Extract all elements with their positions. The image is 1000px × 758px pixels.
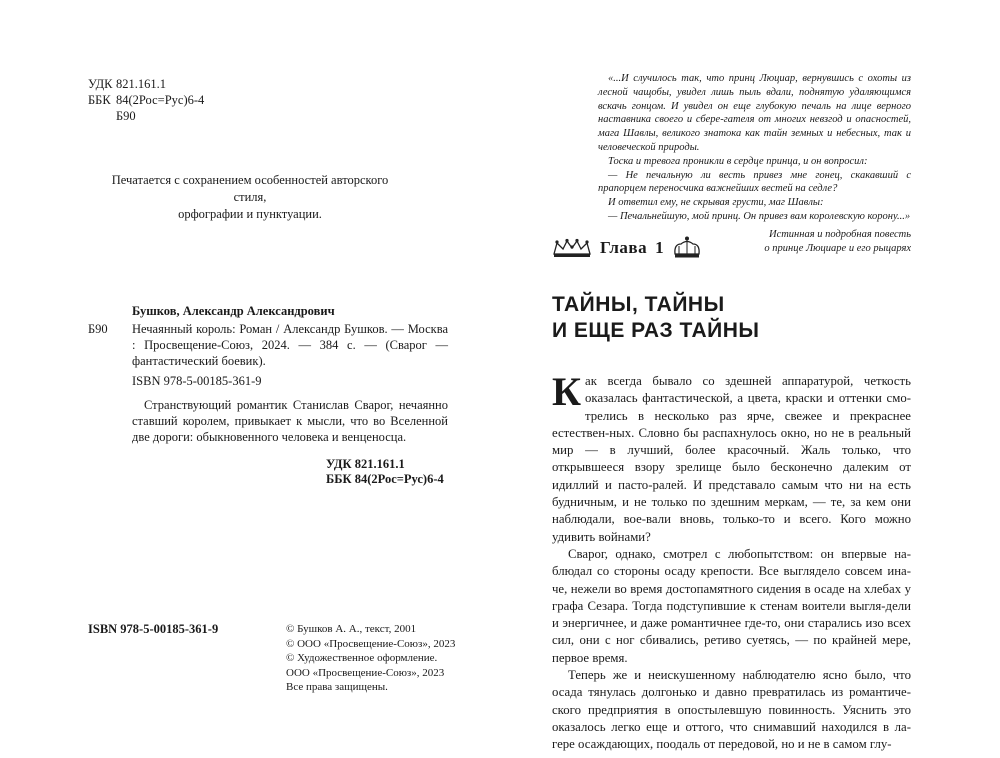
catalog-annotation: Странствующий романтик Станислав Сварог, нечаянно ставший королем, привыкает к мысли, что во Вселенной две дороги: обыкновенного человека и венценосца. xyxy=(132,398,448,444)
copyright-line: Все права защищены. xyxy=(286,681,388,693)
bbk-key: ББК xyxy=(88,93,111,107)
copyright-line: ООО «Просвещение-Союз», 2023 xyxy=(286,666,445,679)
copyright-line: © Бушков А. А., текст, 2001 xyxy=(286,623,417,635)
chapter-body xyxy=(552,369,911,754)
catalog-udc xyxy=(88,457,448,487)
epigraph-paragraph: — Не печальную ли весть привез мне гонец, скакавший с прапорцем переносчика важнейших вестей на седле? xyxy=(598,169,911,195)
udc-top-block xyxy=(88,76,204,124)
chapter-label: Глава xyxy=(600,238,648,257)
catalog-bbk-row xyxy=(88,472,448,487)
body-paragraph: Теперь же и неискушенному наблюдателю ясно было, что осада тянулась долгонько и давно превратилась из романтиче-ского предприятия в опостылевшую повинность. Уяснить это оказалось легко еще и оттого, что снимавший находился в ла-гере осаждающих, поодаль от передовой, но и не в самом глу- xyxy=(552,668,911,752)
author-mark-key xyxy=(88,108,116,124)
copyright-line: © ООО «Просвещение-Союз», 2023 xyxy=(286,637,456,650)
body-paragraph xyxy=(552,369,911,546)
epigraph-paragraph: «...И случилось так, что принц Люциар, вернувшись с охоты из лесной чащобы, увидел лишь пыль вдали, поднятую удаляющимся вскачь гонцом. И увидел он еще глубокую печаль на лице верного наставника своего и сбере-гателя от многих невзгод и опасностей, мага Шавлы, великого знатока как тайн земных и небесных, так и человеческой природы. xyxy=(598,73,911,153)
crown-right-icon xyxy=(672,236,702,260)
copyright-block xyxy=(286,622,455,695)
chapter-heading xyxy=(552,236,702,260)
epigraph xyxy=(598,72,911,255)
catalog-author: Бушков, Александр Александрович xyxy=(132,304,335,318)
catalog-bib-code: Б90 xyxy=(88,322,108,336)
udc-value: 821.161.1 xyxy=(116,77,166,91)
isbn-bottom: ISBN 978-5-00185-361-9 xyxy=(88,622,219,636)
author-mark-value: Б90 xyxy=(116,109,136,123)
catalog-bib xyxy=(88,321,448,369)
catalog-isbn: ISBN 978-5-00185-361-9 xyxy=(132,374,262,388)
style-note xyxy=(100,172,400,223)
body-paragraph-text: ак всегда бывало со здешней аппаратурой, четкость оказалась фантастической, а цвета, краски и оттенки смо-трелись в несколько раз ярче, свежее и прекраснее естествен-ных. Словно бы распахнулось окно, но не в реальный мир — в лучший, более красочный. Жаль только, что открывшееся взору зрелище было бесконечно далеким от идиллий и пасто-ралей. И представало самым что ни на есть будничным, и не только по здешним меркам, — те, за кем они наблюдали, вое-вали вновь, только-то и всего. Кого можно удивить войнами? xyxy=(552,374,911,544)
chapter-title-line: ТАЙНЫ, ТАЙНЫ xyxy=(552,293,725,316)
epigraph-paragraph: И ответил ему, не скрывая грусти, маг Шавлы: xyxy=(608,197,824,209)
style-note-line: орфографии и пунктуации. xyxy=(178,207,322,221)
udc-key: УДК xyxy=(88,77,113,91)
epigraph-source-line: о принце Люциаре и его рыцарях xyxy=(764,242,911,254)
body-paragraph: Сварог, однако, смотрел с любопытством: он впервые на-блюдал со стороны осаду крепости. Все выглядело совсем ина-че, нежели во время достопамятного сидения в осаде на хлебах у графа Сезара. Тогда подступившие к стенам воители выгля-дели и энергичнее, и даже романтичнее где-то, они старались изо всех сил, они с ног сбивались, ретиво суетясь, — по крайней мере, первое время. xyxy=(552,546,911,665)
catalog-card xyxy=(88,303,448,487)
catalog-bib-text: Нечаянный король: Роман / Александр Бушков. — Москва : Просвещение-Союз, 2024. — 384 с. — (Сварог — фантастический боевик). xyxy=(132,322,448,368)
epigraph-source-line: Истинная и подробная повесть xyxy=(768,228,911,240)
epigraph-paragraph: — Печальнейшую, мой принц. Он привез вам королевскую корону...» xyxy=(608,210,911,222)
chapter-title xyxy=(552,292,759,344)
chapter-title-line: И ЕЩЕ РАЗ ТАЙНЫ xyxy=(552,319,760,342)
catalog-udc-row xyxy=(88,457,448,472)
crown-left-icon xyxy=(552,238,592,258)
author-mark-row xyxy=(88,108,204,124)
copyright-line: © Художественное оформление. xyxy=(286,652,438,664)
style-note-line: Печатается с сохранением особенностей авторского стиля, xyxy=(111,173,389,204)
bbk-row xyxy=(88,92,204,108)
catalog-bbk-line: ББК 84(2Рос=Рус)6-4 xyxy=(326,472,444,486)
udc-row xyxy=(88,76,204,92)
bbk-value: 84(2Рос=Рус)6-4 xyxy=(116,93,205,107)
catalog-udc-line: УДК 821.161.1 xyxy=(326,457,405,471)
epigraph-paragraph: Тоска и тревога проникли в сердце принца, и он вопросил: xyxy=(608,155,868,167)
chapter-number: 1 xyxy=(655,238,665,257)
drop-cap: К xyxy=(552,369,582,414)
